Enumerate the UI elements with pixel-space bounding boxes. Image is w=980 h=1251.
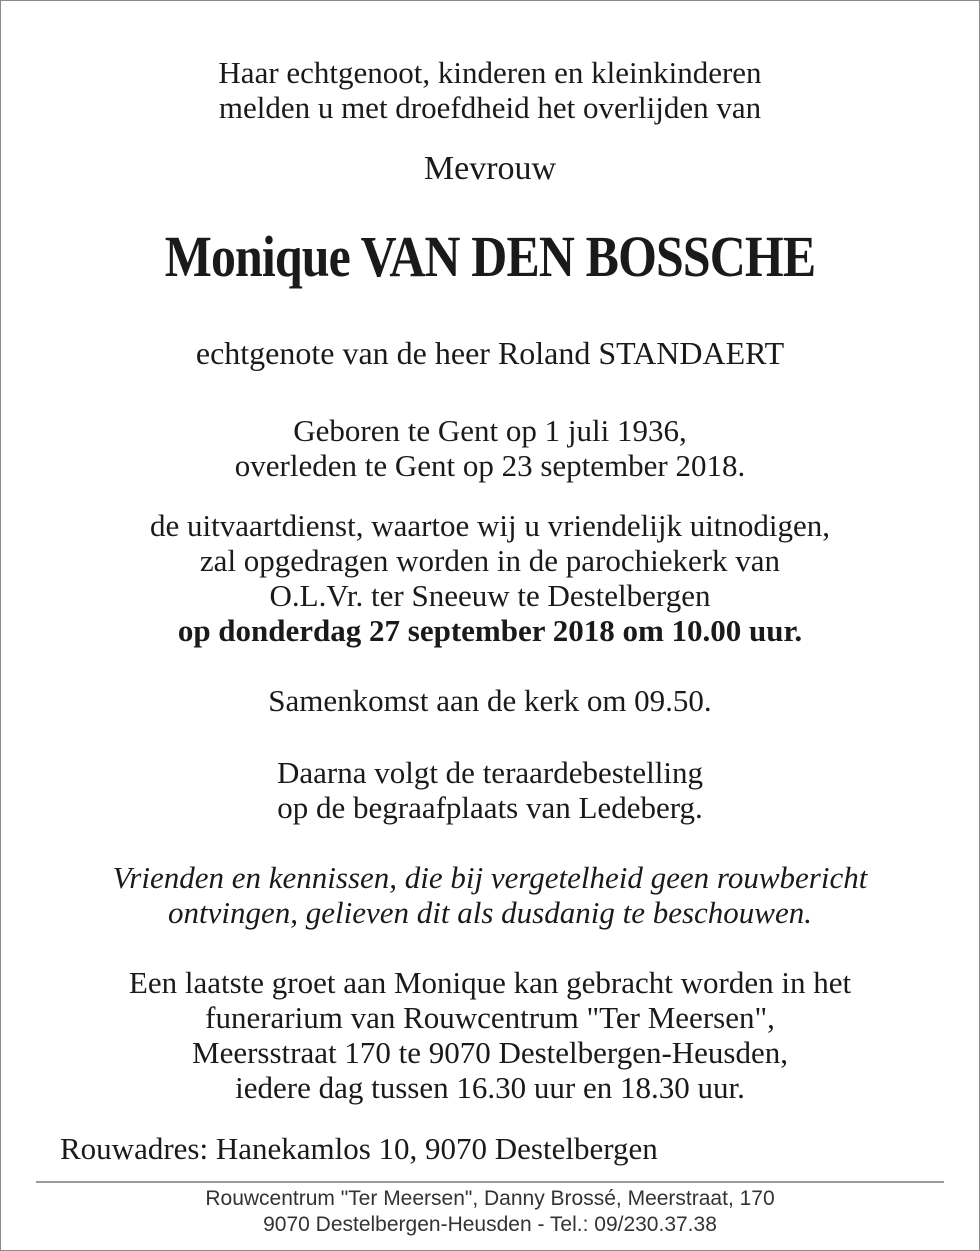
birth-line: Geboren te Gent op 1 juli 1936, (293, 413, 687, 448)
burial-line-2: op de begraafplaats van Ledeberg. (277, 790, 703, 825)
mourning-address: Rouwadres: Hanekamlos 10, 9070 Destelbergen (60, 1131, 658, 1166)
footer-line-1: Rouwcentrum "Ter Meersen", Danny Brossé, Meerstraat, 170 (205, 1187, 775, 1210)
gathering-line: Samenkomst aan de kerk om 09.50. (268, 683, 712, 718)
death-line: overleden te Gent op 23 september 2018. (234, 448, 746, 483)
spouse-line: echtgenote van de heer Roland STANDAERT (195, 335, 785, 371)
footer-line-2: 9070 Destelbergen-Heusden - Tel.: 09/230.37.38 (263, 1213, 717, 1236)
notice-line-1: Vrienden en kennissen, die bij vergetelheid geen rouwbericht (112, 860, 868, 895)
visitation-line-2: funerarium van Rouwcentrum "Ter Meersen", (205, 1000, 775, 1035)
funeral-line-1: de uitvaartdienst, waartoe wij u vriendelijk uitnodigen, (149, 508, 831, 543)
funeral-date-time: op donderdag 27 september 2018 om 10.00 uur. (177, 613, 803, 648)
notice-line-2: ontvingen, gelieven dit als dusdanig te beschouwen. (168, 895, 812, 930)
burial-line-1: Daarna volgt de teraardebestelling (276, 755, 704, 790)
intro-line-2: melden u met droefdheid het overlijden van (218, 90, 762, 125)
intro-line-1: Haar echtgenoot, kinderen en kleinkinderen (218, 55, 762, 90)
honorific: Mevrouw (423, 150, 557, 187)
funeral-line-2: zal opgedragen worden in de parochiekerk van (199, 543, 781, 578)
deceased-name: Monique VAN DEN BOSSCHE (164, 224, 816, 289)
visitation-line-3: Meersstraat 170 te 9070 Destelbergen-Heusden, (192, 1035, 788, 1070)
funeral-line-3: O.L.Vr. ter Sneeuw te Destelbergen (269, 578, 711, 613)
visitation-line-4: iedere dag tussen 16.30 uur en 18.30 uur. (235, 1070, 745, 1105)
footer-divider (36, 1181, 944, 1183)
visitation-line-1: Een laatste groet aan Monique kan gebracht worden in het (128, 965, 852, 1000)
